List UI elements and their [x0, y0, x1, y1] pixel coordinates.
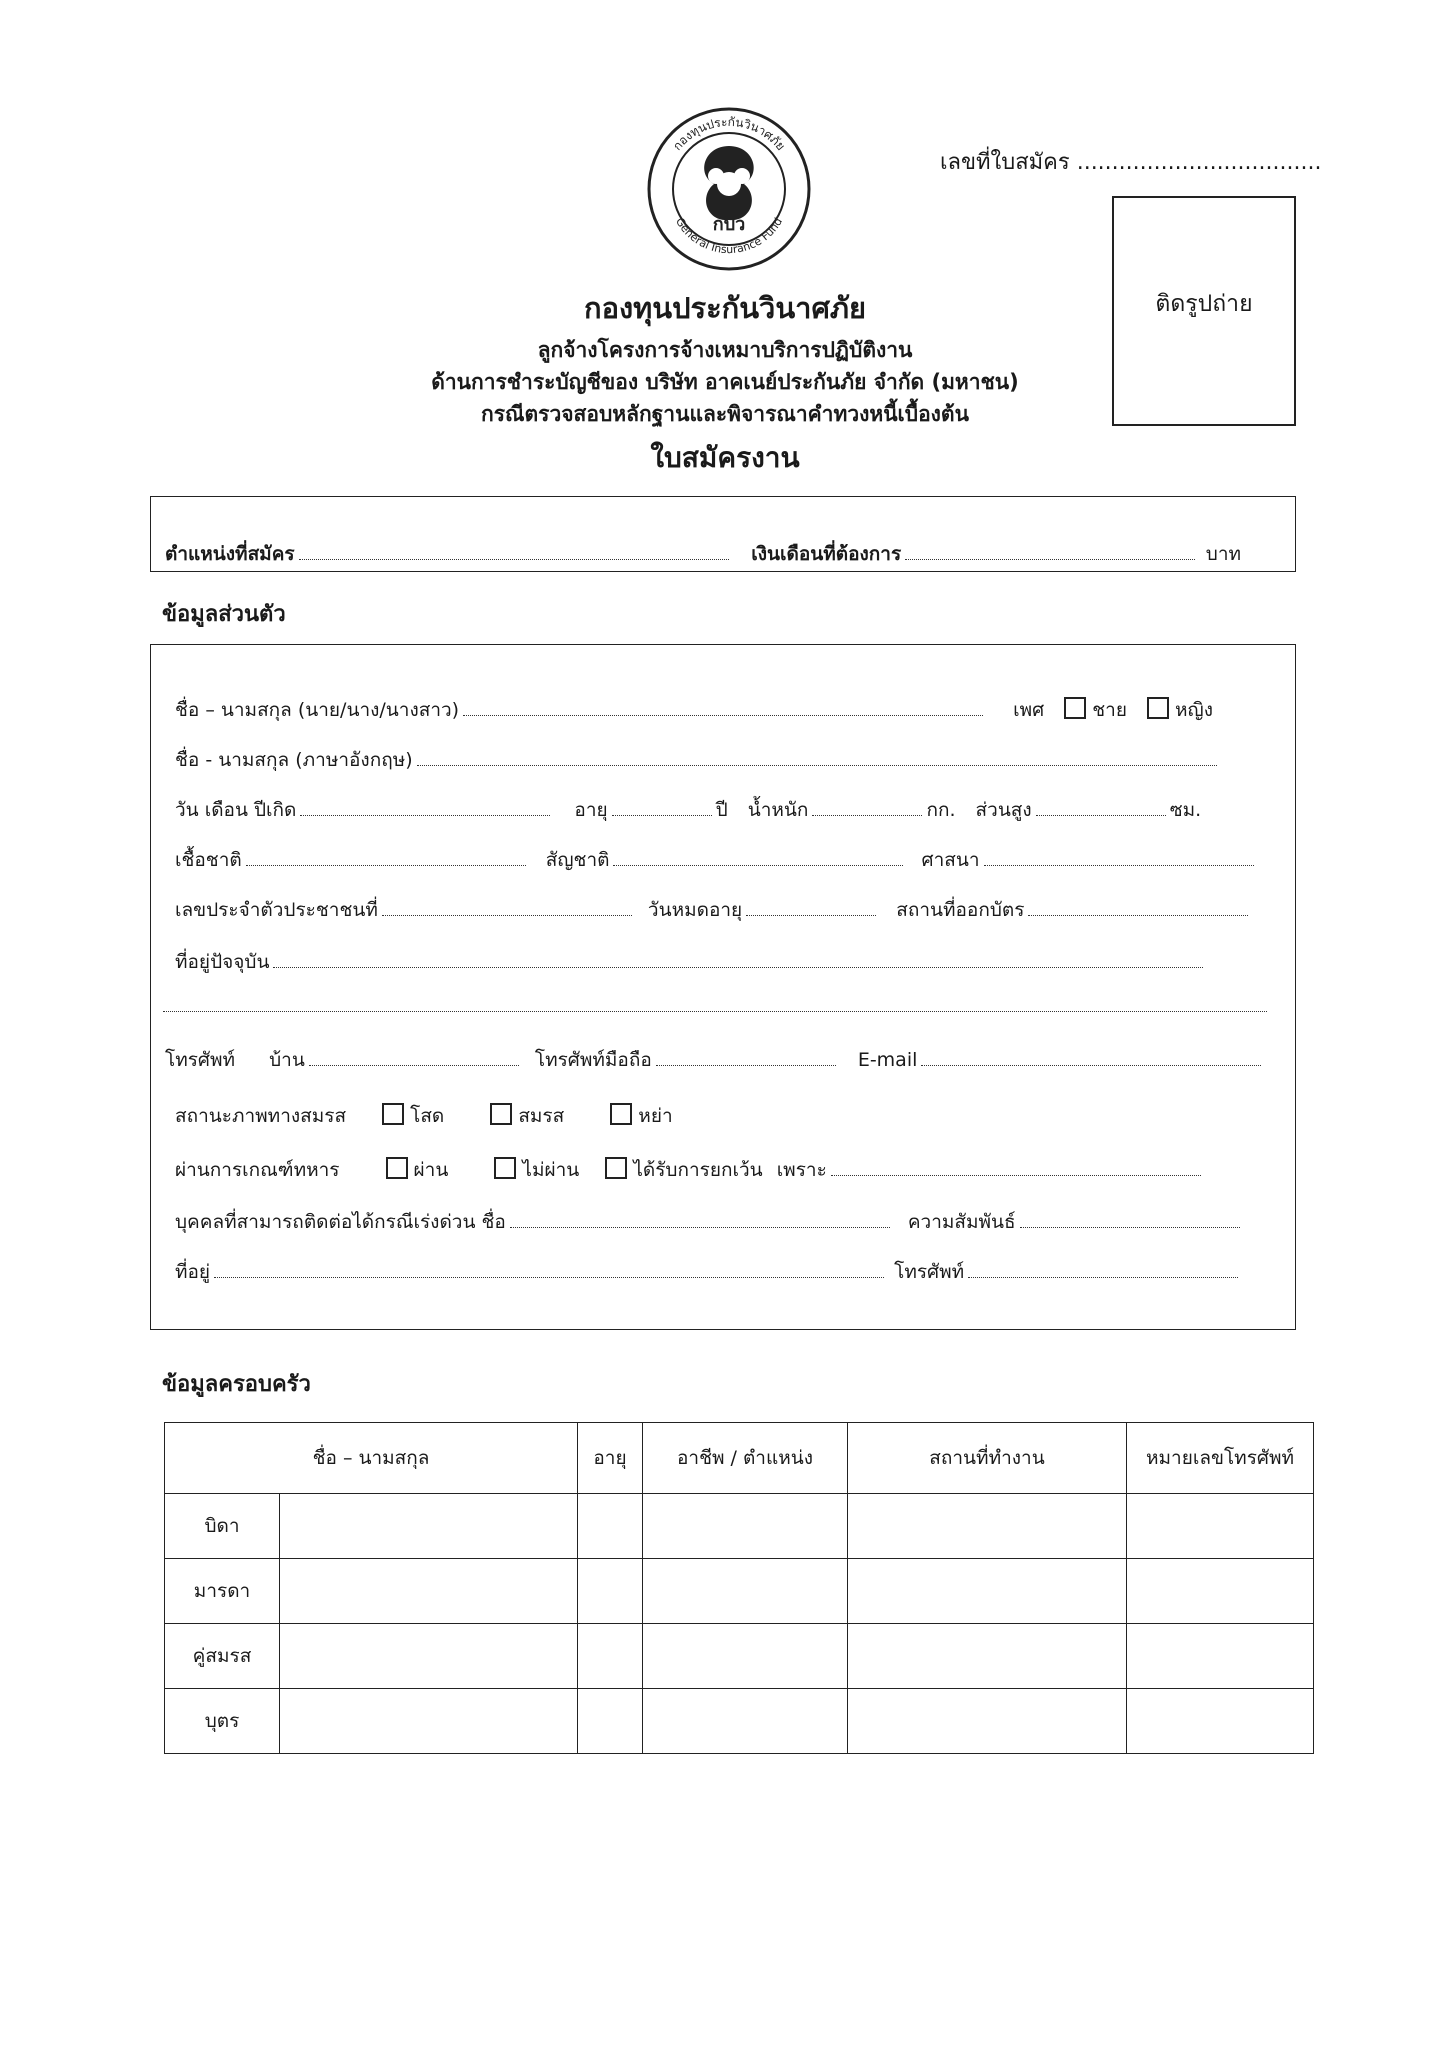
mobile-field[interactable]	[656, 1049, 836, 1066]
cell[interactable]	[578, 1689, 643, 1754]
relation-label: ความสัมพันธ์	[907, 1211, 1016, 1233]
passed-checkbox[interactable]	[386, 1157, 408, 1179]
row-label-mother: มารดา	[165, 1559, 280, 1624]
race-field[interactable]	[246, 849, 526, 866]
cell[interactable]	[280, 1559, 578, 1624]
position-field[interactable]	[299, 543, 729, 560]
height-field[interactable]	[1036, 799, 1166, 816]
cell[interactable]	[1127, 1624, 1314, 1689]
female-label: หญิง	[1175, 699, 1214, 721]
cell[interactable]	[643, 1559, 848, 1624]
row-label-spouse: คู่สมรส	[165, 1624, 280, 1689]
age-unit: ปี	[715, 799, 728, 821]
org-title: กองทุนประกันวินาศภัย	[584, 291, 866, 325]
male-checkbox[interactable]	[1064, 697, 1086, 719]
age-field[interactable]	[612, 799, 712, 816]
single-checkbox[interactable]	[382, 1103, 404, 1125]
col-workplace: สถานที่ทำงาน	[848, 1423, 1127, 1494]
name-th-field[interactable]	[463, 699, 983, 716]
col-name: ชื่อ – นามสกุล	[165, 1423, 578, 1494]
personal-section-title: ข้อมูลส่วนตัว	[162, 602, 286, 627]
emergency-address-field[interactable]	[214, 1261, 884, 1278]
cell[interactable]	[643, 1494, 848, 1559]
salary-unit: บาท	[1205, 543, 1242, 565]
name-en-label: ชื่อ - นามสกุล (ภาษาอังกฤษ)	[175, 749, 413, 771]
nationality-label: สัญชาติ	[545, 849, 610, 871]
col-phone: หมายเลขโทรศัพท์	[1127, 1423, 1314, 1494]
photo-label: ติดรูปถ่าย	[1155, 291, 1253, 317]
weight-unit: กก.	[926, 799, 956, 821]
cell[interactable]	[1127, 1494, 1314, 1559]
female-checkbox[interactable]	[1147, 697, 1169, 719]
divorced-checkbox[interactable]	[610, 1103, 632, 1125]
married-label: สมรส	[518, 1105, 565, 1127]
photo-box	[1112, 196, 1296, 426]
because-field[interactable]	[831, 1159, 1201, 1176]
cell[interactable]	[1127, 1689, 1314, 1754]
because-label: เพราะ	[776, 1159, 827, 1181]
cell[interactable]	[578, 1494, 643, 1559]
race-label: เชื้อชาติ	[175, 849, 242, 871]
emergency-address-label: ที่อยู่	[175, 1261, 211, 1283]
address-field[interactable]	[273, 951, 1203, 968]
expiry-field[interactable]	[746, 899, 876, 916]
phone-label: โทรศัพท์	[165, 1049, 236, 1071]
military-label: ผ่านการเกณฑ์ทหาร	[175, 1159, 340, 1181]
table-header-row	[165, 1423, 1314, 1494]
application-number[interactable]: เลขที่ใบสมัคร ...................................	[940, 150, 1322, 175]
nationality-field[interactable]	[613, 849, 903, 866]
mobile-label: โทรศัพท์มือถือ	[534, 1049, 652, 1071]
address-label: ที่อยู่ปัจจุบัน	[175, 951, 270, 973]
name-th-label: ชื่อ – นามสกุล (นาย/นาง/นางสาว)	[175, 699, 460, 721]
cell[interactable]	[280, 1689, 578, 1754]
issued-label: สถานที่ออกบัตร	[896, 899, 1025, 921]
cell[interactable]	[643, 1624, 848, 1689]
subtitle-2: ด้านการชำระบัญชีของ บริษัท อาคเนย์ประกันภัย จำกัด (มหาชน)	[431, 370, 1019, 394]
family-section-title: ข้อมูลครอบครัว	[162, 1372, 311, 1397]
single-label: โสด	[410, 1105, 445, 1127]
divorced-label: หย่า	[638, 1105, 673, 1127]
emergency-phone-label: โทรศัพท์	[894, 1261, 965, 1283]
seal-abbr: กปว	[712, 214, 746, 235]
emergency-name-field[interactable]	[510, 1211, 890, 1228]
seal-logo	[644, 104, 814, 274]
id-label: เลขประจำตัวประชาชนที่	[175, 899, 378, 921]
age-label: อายุ	[574, 799, 608, 821]
cell[interactable]	[578, 1559, 643, 1624]
position-label: ตำแหน่งที่สมัคร	[165, 543, 295, 565]
row-label-father: บิดา	[165, 1494, 280, 1559]
not-passed-checkbox[interactable]	[494, 1157, 516, 1179]
cell[interactable]	[848, 1494, 1127, 1559]
home-phone-field[interactable]	[309, 1049, 519, 1066]
table-row	[165, 1494, 1314, 1559]
religion-label: ศาสนา	[921, 849, 980, 871]
relation-field[interactable]	[1020, 1211, 1240, 1228]
weight-label: น้ำหนัก	[747, 799, 809, 821]
cell[interactable]	[280, 1624, 578, 1689]
personal-info-box	[150, 644, 1296, 1330]
gender-label: เพศ	[1013, 699, 1045, 721]
email-label: E-mail	[857, 1049, 918, 1071]
row-label-children: บุตร	[165, 1689, 280, 1754]
not-passed-label: ไม่ผ่าน	[522, 1159, 580, 1181]
col-age: อายุ	[578, 1423, 643, 1494]
position-box	[150, 496, 1296, 572]
height-unit: ซม.	[1169, 799, 1202, 821]
col-occupation: อาชีพ / ตำแหน่ง	[643, 1423, 848, 1494]
weight-field[interactable]	[812, 799, 922, 816]
cell[interactable]	[1127, 1559, 1314, 1624]
marital-label: สถานะภาพทางสมรส	[175, 1105, 347, 1127]
emergency-phone-field[interactable]	[968, 1261, 1238, 1278]
religion-field[interactable]	[984, 849, 1254, 866]
seal-text-top: กองทุนประกันวินาศภัย	[670, 114, 788, 154]
married-checkbox[interactable]	[490, 1103, 512, 1125]
cell[interactable]	[578, 1624, 643, 1689]
male-label: ชาย	[1092, 699, 1127, 721]
height-label: ส่วนสูง	[975, 799, 1032, 821]
birth-label: วัน เดือน ปีเกิด	[175, 799, 297, 821]
expiry-label: วันหมดอายุ	[647, 899, 743, 921]
salary-label: เงินเดือนที่ต้องการ	[751, 543, 902, 565]
form-title: ใบสมัครงาน	[650, 441, 800, 474]
issued-field[interactable]	[1028, 899, 1248, 916]
exempted-checkbox[interactable]	[605, 1157, 627, 1179]
cell[interactable]	[280, 1494, 578, 1559]
table-row	[165, 1624, 1314, 1689]
birth-field[interactable]	[300, 799, 550, 816]
seal-text-bottom: General Insurance Fund	[672, 215, 785, 257]
table-row	[165, 1559, 1314, 1624]
name-en-field[interactable]	[417, 749, 1217, 766]
subtitle-1: ลูกจ้างโครงการจ้างเหมาบริการปฏิบัติงาน	[537, 338, 913, 362]
family-table	[164, 1422, 1314, 1754]
id-field[interactable]	[382, 899, 632, 916]
passed-label: ผ่าน	[413, 1159, 449, 1181]
home-phone-label: บ้าน	[269, 1049, 305, 1071]
address-field-2[interactable]	[163, 995, 1267, 1012]
cell[interactable]	[848, 1689, 1127, 1754]
email-field[interactable]	[921, 1049, 1261, 1066]
exempted-label: ได้รับการยกเว้น	[633, 1159, 763, 1181]
salary-field[interactable]	[905, 543, 1195, 560]
cell[interactable]	[848, 1559, 1127, 1624]
table-row	[165, 1689, 1314, 1754]
subtitle-3: กรณีตรวจสอบหลักฐานและพิจารณาคำทวงหนี้เบื้องต้น	[481, 402, 969, 426]
emergency-label: บุคคลที่สามารถติดต่อได้กรณีเร่งด่วน ชื่อ	[175, 1211, 506, 1233]
cell[interactable]	[643, 1689, 848, 1754]
cell[interactable]	[848, 1624, 1127, 1689]
